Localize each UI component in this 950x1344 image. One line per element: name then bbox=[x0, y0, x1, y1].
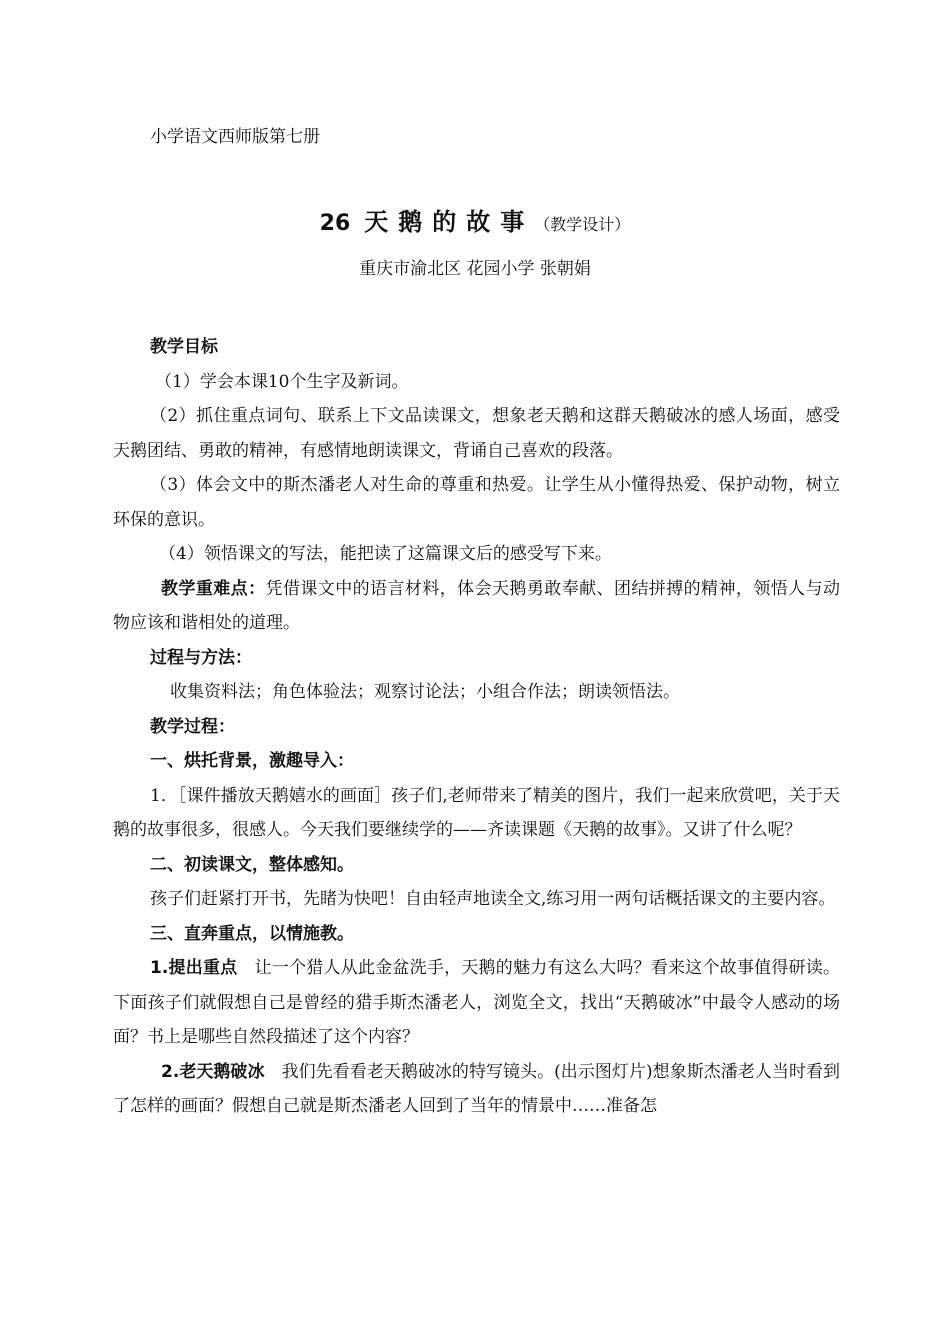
section1-text: 1．［课件播放天鹅嬉水的画面］孩子们,老师带来了精美的图片，我们一起来欣赏吧，关于天鹅的故事很多，很感人。今天我们要继续学的——齐读课题《天鹅的故事》。又讲了什么呢？ bbox=[113, 785, 840, 840]
document-body bbox=[113, 330, 840, 1124]
lesson-title-subtitle: （教学设计） bbox=[534, 215, 631, 234]
goal-item-4: （4）领悟课文的写法，能把读了这篇课文后的感受写下来。 bbox=[159, 544, 612, 564]
methods-text: 收集资料法；角色体验法；观察讨论法；小组合作法；朗读领悟法。 bbox=[170, 682, 680, 702]
goal-item-2: （2）抓住重点词句、联系上下文品读课文，想象老天鹅和这群天鹅破冰的感人场面，感受天鹅团结、勇敢的精神，有感情地朗读课文，背诵自己喜欢的段落。 bbox=[113, 406, 840, 461]
section3-step1 bbox=[113, 951, 840, 1055]
step2-text: 我们先看看老天鹅破冰的特写镜头。(出示图灯片)想象斯杰潘老人当时看到了怎样的画面？假想自己就是斯杰潘老人回到了当年的情景中……准备怎 bbox=[113, 1061, 841, 1116]
key-points-text: 凭借课文中的语言材料，体会天鹅勇敢奉献、团结拼搏的精神，领悟人与动物应该和谐相处的道理。 bbox=[113, 578, 841, 633]
key-points-paragraph bbox=[113, 572, 840, 641]
key-points-label: 教学重难点： bbox=[161, 578, 266, 599]
section1-heading: 一、烘托背景，激趣导入： bbox=[150, 751, 354, 771]
section2-heading: 二、初读课文，整体感知。 bbox=[150, 854, 354, 875]
methods-heading: 过程与方法： bbox=[150, 647, 252, 668]
author-line: 重庆市渝北区 花园小学 张朝娟 bbox=[359, 259, 591, 279]
process-heading: 教学过程： bbox=[150, 716, 235, 737]
step2-label: 2.老天鹅破冰 bbox=[161, 1061, 265, 1082]
section3-heading: 三、直奔重点，以情施教。 bbox=[150, 923, 354, 944]
lesson-title-main: 天鹅的故事 bbox=[364, 208, 535, 236]
goal-item-3: （3）体会文中的斯杰潘老人对生命的尊重和热爱。让学生从小懂得热爱、保护动物，树立环保的意识。 bbox=[113, 475, 840, 530]
goals-heading: 教学目标 bbox=[150, 337, 218, 357]
goal-item-1: （1）学会本课10个生字及新词。 bbox=[155, 371, 409, 392]
lesson-title bbox=[0, 202, 950, 237]
lesson-number: 26 bbox=[319, 211, 351, 236]
section2-text: 孩子们赶紧打开书，先睹为快吧！自由轻声地读全文,练习用一两句话概括课文的主要内容。 bbox=[150, 889, 836, 909]
step1-text: 让一个猎人从此金盆洗手，天鹅的魅力有这么大吗？看来这个故事值得研读。下面孩子们就假想自己是曾经的猎手斯杰潘老人，浏览全文，找出“天鹅破冰”中最令人感动的场面？书上是哪些自然段描述了这个内容？ bbox=[113, 958, 841, 1047]
step1-label: 1.提出重点 bbox=[150, 958, 238, 978]
section3-step2 bbox=[113, 1055, 840, 1124]
page-header: 小学语文西师版第七册 bbox=[150, 127, 320, 147]
